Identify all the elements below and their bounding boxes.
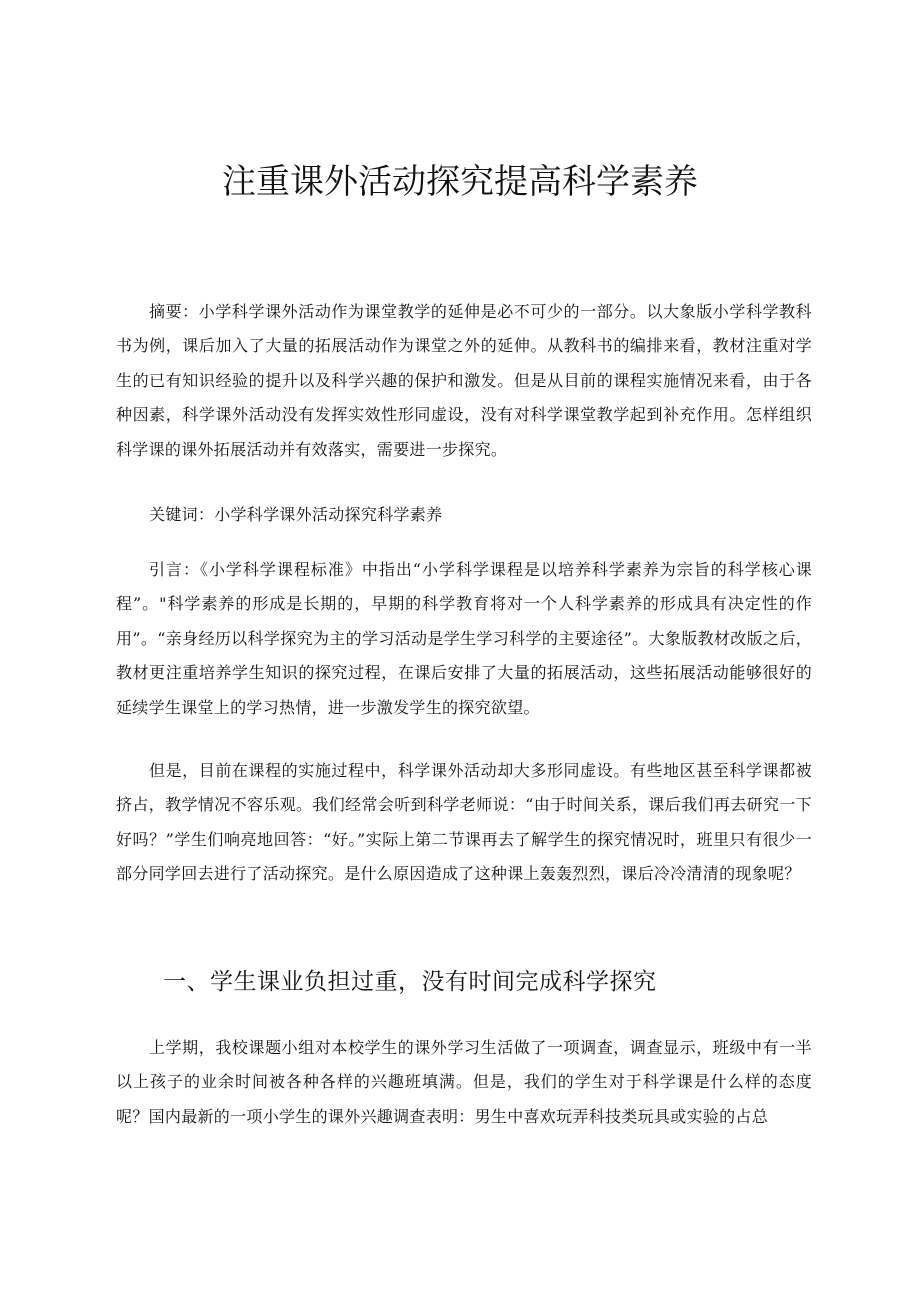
- introduction-paragraph: 引言：《小学科学课程标准》中指出“小学科学课程是以培养科学素养为宗旨的科学核心课程”。"科学素养的形成是长期的，早期的科学教育将对一个人科学素养的形成具有决定性的作用”。“亲身经历以科学探究为主的学习活动是学生学习科学的主要途径”。大象版教材改版之后，教材更注重培养学生知识的探究过程，在课后安排了大量的拓展活动，这些拓展活动能够很好的延续学生课堂上的学习热情，进一步激发学生的探究欲望。: [116, 560, 812, 717]
- body-paragraph: 但是，目前在课程的实施过程中，科学课外活动却大多形同虚设。有些地区甚至科学课都被挤占，教学情况不容乐观。我们经常会听到科学老师说：“由于时间关系，课后我们再去研究一下好吗？”学生们响亮地回答：“好。”实际上第二节课再去了解学生的探究情况时，班里只有很少一部分同学回去进行了活动探究。是什么原因造成了这种课上轰轰烈烈，课后冷冷清清的现象呢？: [116, 761, 812, 884]
- keywords-paragraph: 关键词：小学科学课外活动探究科学素养: [149, 505, 443, 524]
- section-paragraph: 上学期，我校课题小组对本校学生的课外学习生活做了一项调查，调查显示，班级中有一半以上孩子的业余时间被各种各样的兴趣班填满。但是，我们的学生对于科学课是什么样的态度呢？国内最新的一项小学生的课外兴趣调查表明：男生中喜欢玩弄科技类玩具或实验的占总: [116, 1038, 812, 1126]
- section-heading: 一、学生课业负担过重，没有时间完成科学探究: [163, 969, 657, 995]
- abstract-paragraph: 摘要：小学科学课外活动作为课堂教学的延伸是必不可少的一部分。以大象版小学科学教科书为例，课后加入了大量的拓展活动作为课堂之外的延伸。从教科书的编排来看，教材注重对学生的已有知识经验的提升以及科学兴趣的保护和激发。但是从目前的课程实施情况来看，由于各种因素，科学课外活动没有发挥实效性形同虚设，没有对科学课堂教学起到补充作用。怎样组织科学课的课外拓展活动并有效落实，需要进一步探究。: [116, 302, 812, 459]
- document-title: 注重课外活动探究提高科学素养: [222, 162, 698, 202]
